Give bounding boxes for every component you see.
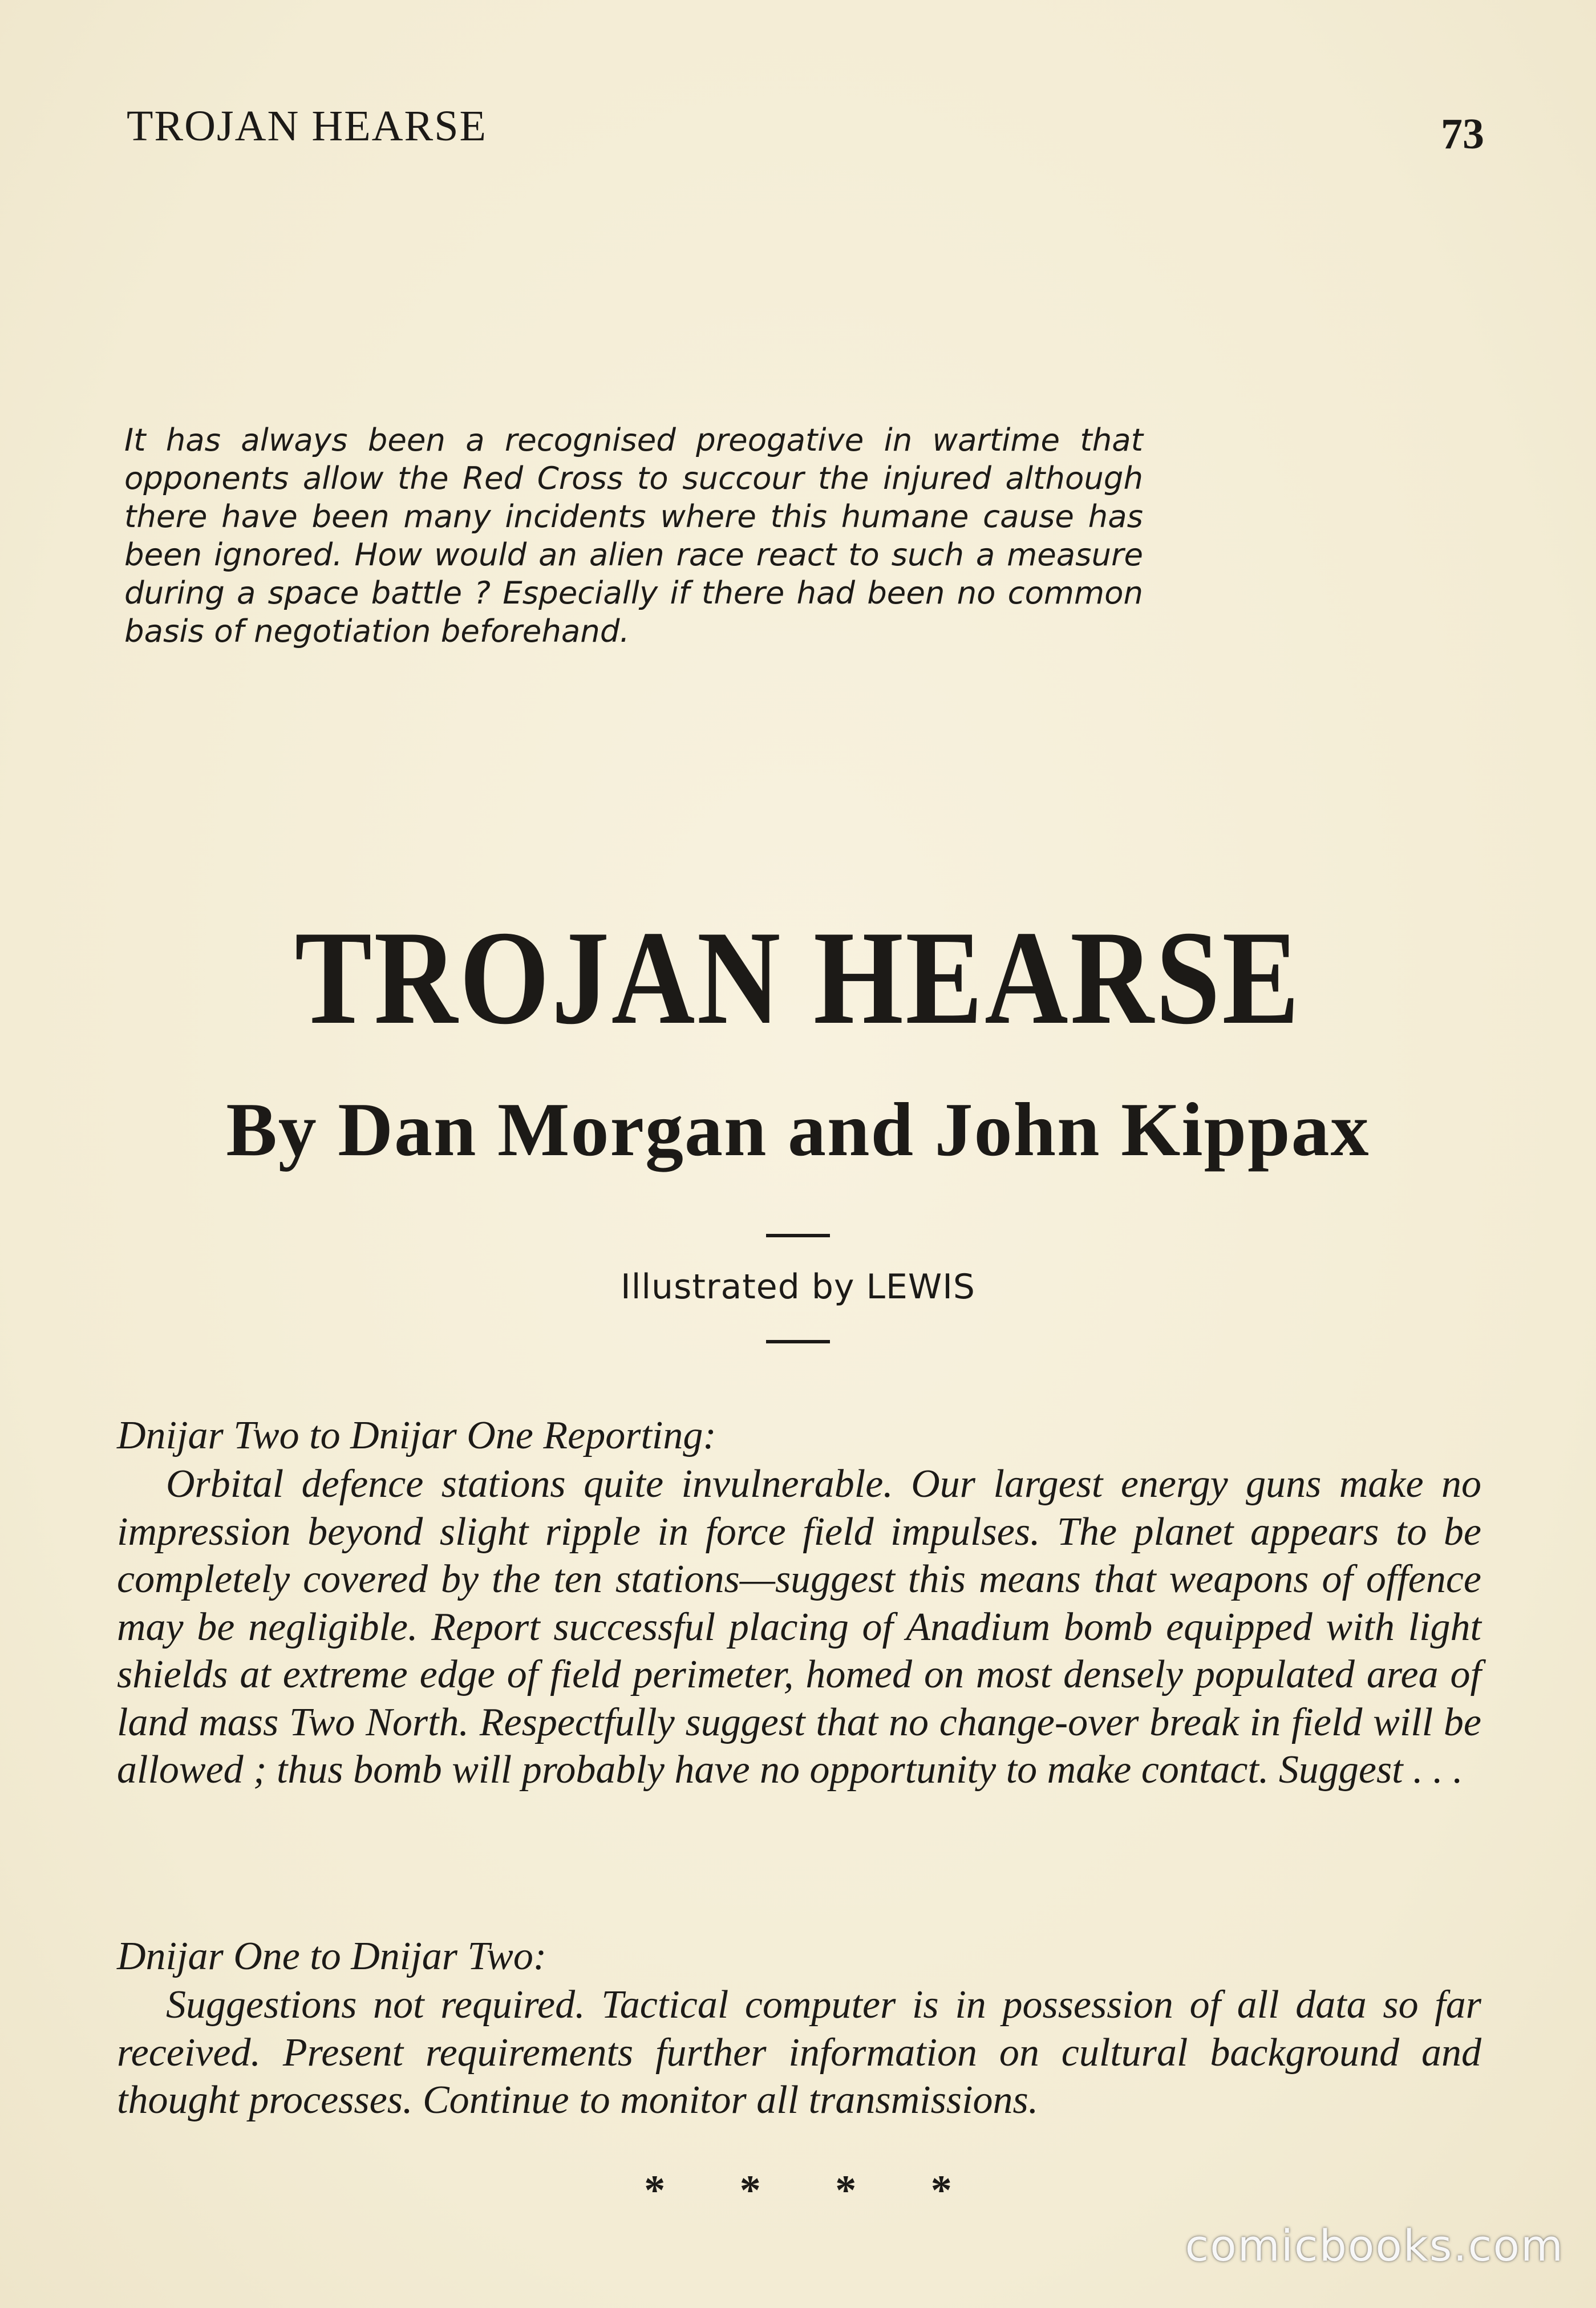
page-number: 73 bbox=[1441, 110, 1484, 158]
divider-rule-bottom bbox=[766, 1340, 830, 1343]
watermark: comicbooks.com bbox=[1185, 2220, 1564, 2271]
divider-rule-top bbox=[766, 1234, 830, 1237]
message-heading: Dnijar One to Dnijar Two: bbox=[117, 1934, 547, 1978]
message-body: Suggestions not required. Tactical computer is in possession of all data so far received. Present requirements further information on cultural background and thought processes. Continue to monitor all transmissions. bbox=[117, 1983, 1481, 2122]
story-intro-blurb: It has always been a recognised preogative in wartime that opponents allow the Red Cross to succour the injured although there have been many incidents where this humane cause has been ignored. How would an alien race react to such a measure during a space battle ? Especially if there had been no common basis of negotiation beforehand. bbox=[124, 422, 1143, 649]
running-head: TROJAN HEARSE bbox=[127, 102, 487, 150]
message-body: Orbital defence stations quite invulnerable. Our largest energy guns make no impression beyond slight ripple in force field impulses. The planet appears to be completely covered by the ten stations—suggest this means that weapons of offence may be negligible. Report successful placing of Anadium bomb equipped with light shields at extreme edge of field perimeter, homed on most densely populated area of land mass Two North. Respectfully suggest that no change-over break in field will be allowed ; thus bomb will probably have no opportunity to make contact. Suggest . . . bbox=[117, 1462, 1481, 1792]
message-block bbox=[117, 1932, 1481, 2124]
illustrator-credit: Illustrated by LEWIS bbox=[621, 1267, 975, 1307]
story-byline: By Dan Morgan and John Kippax bbox=[226, 1087, 1370, 1172]
message-block bbox=[117, 1411, 1481, 1794]
message-heading: Dnijar Two to Dnijar One Reporting: bbox=[117, 1414, 716, 1457]
story-title: TROJAN HEARSE bbox=[294, 904, 1302, 1052]
section-break: * * * * bbox=[644, 2167, 984, 2214]
